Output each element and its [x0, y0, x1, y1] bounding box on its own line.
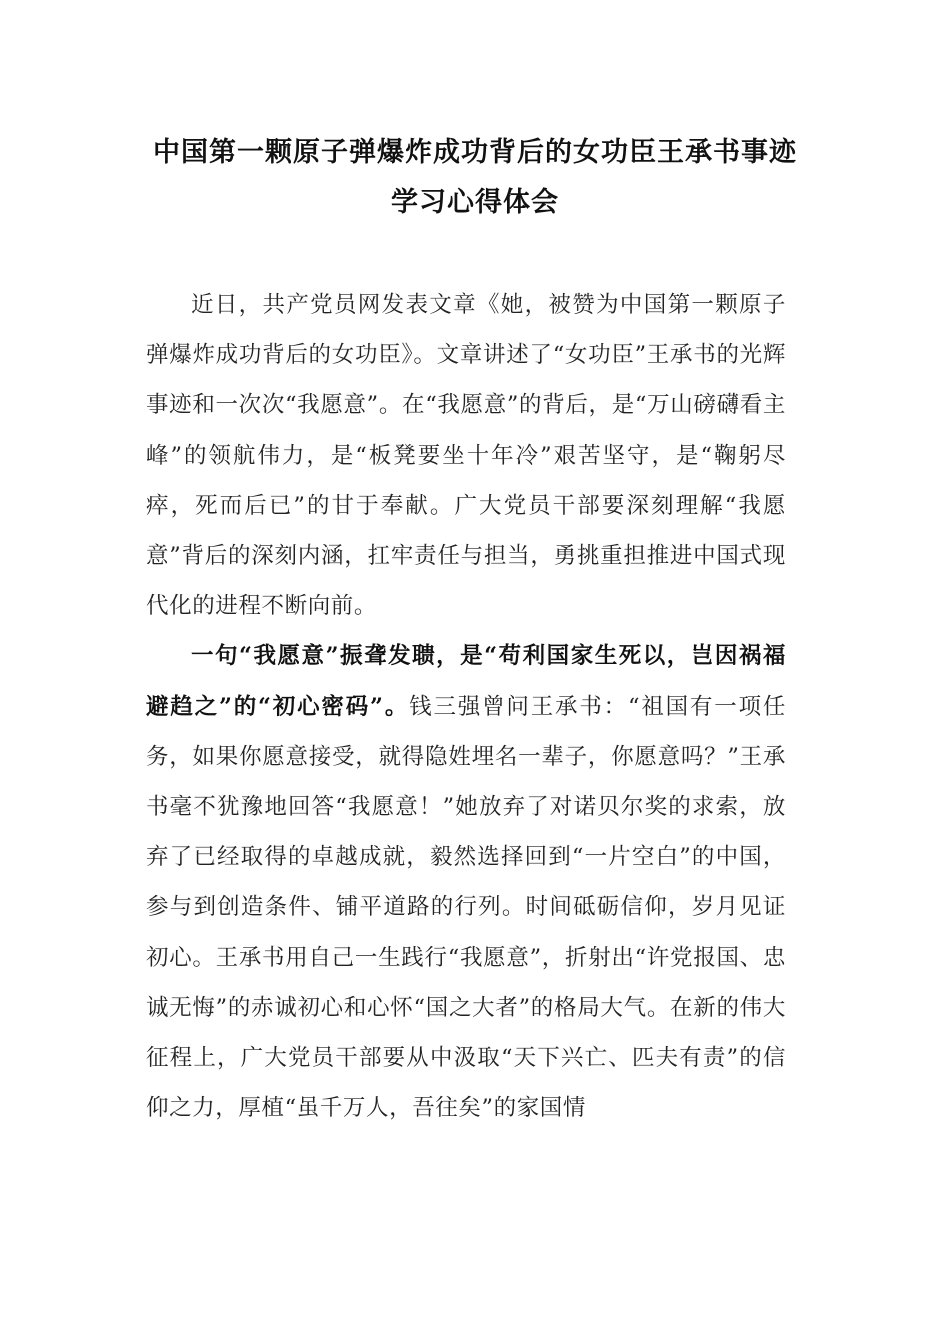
paragraph-text: 近日，共产党员网发表文章《她，被赞为中国第一颗原子弹爆炸成功背后的女功臣》。文章讲述了“女功臣”王承书的光辉事迹和一次次“我愿意”。在“我愿意”的背后，是“万山磅礴看主峰”的领航伟力，是“板凳要坐十年冷”艰苦坚守，是“鞠躬尽瘁，死而后已”的甘于奉献。广大党员干部要深刻理解“我愿意”背后的深刻内涵，扛牢责任与担当，勇挑重担推进中国式现代化的进程不断向前。: [146, 292, 786, 620]
title-line-1: 中国第一颗原子弹爆炸成功背后的女功臣王承书事迹: [153, 137, 797, 168]
paragraph-1: [146, 280, 786, 631]
title-line-2: 学习心得体会: [391, 187, 559, 218]
document-body: [146, 280, 786, 1133]
document-title: [120, 128, 830, 228]
paragraph-lead: 一句“我愿意”振聋发聩，是“苟利国家生死以，岂因祸福避趋之”的“初心密码”。: [146, 643, 786, 720]
paragraph-2: [146, 631, 786, 1133]
paragraph-text: 钱三强曾问王承书：“祖国有一项任务，如果你愿意接受，就得隐姓埋名一辈子，你愿意吗？”王承书毫不犹豫地回答“我愿意！”她放弃了对诺贝尔奖的求索，放弃了已经取得的卓越成就，毅然选择回到“一片空白”的中国，参与到创造条件、铺平道路的行列。时间砥砺信仰，岁月见证初心。王承书用自己一生践行“我愿意”，折射出“许党报国、忠诚无悔”的赤诚初心和心怀“国之大者”的格局大气。在新的伟大征程上，广大党员干部要从中汲取“天下兴亡、匹夫有责”的信仰之力，厚植“虽千万人，吾往矣”的家国情: [146, 693, 786, 1122]
